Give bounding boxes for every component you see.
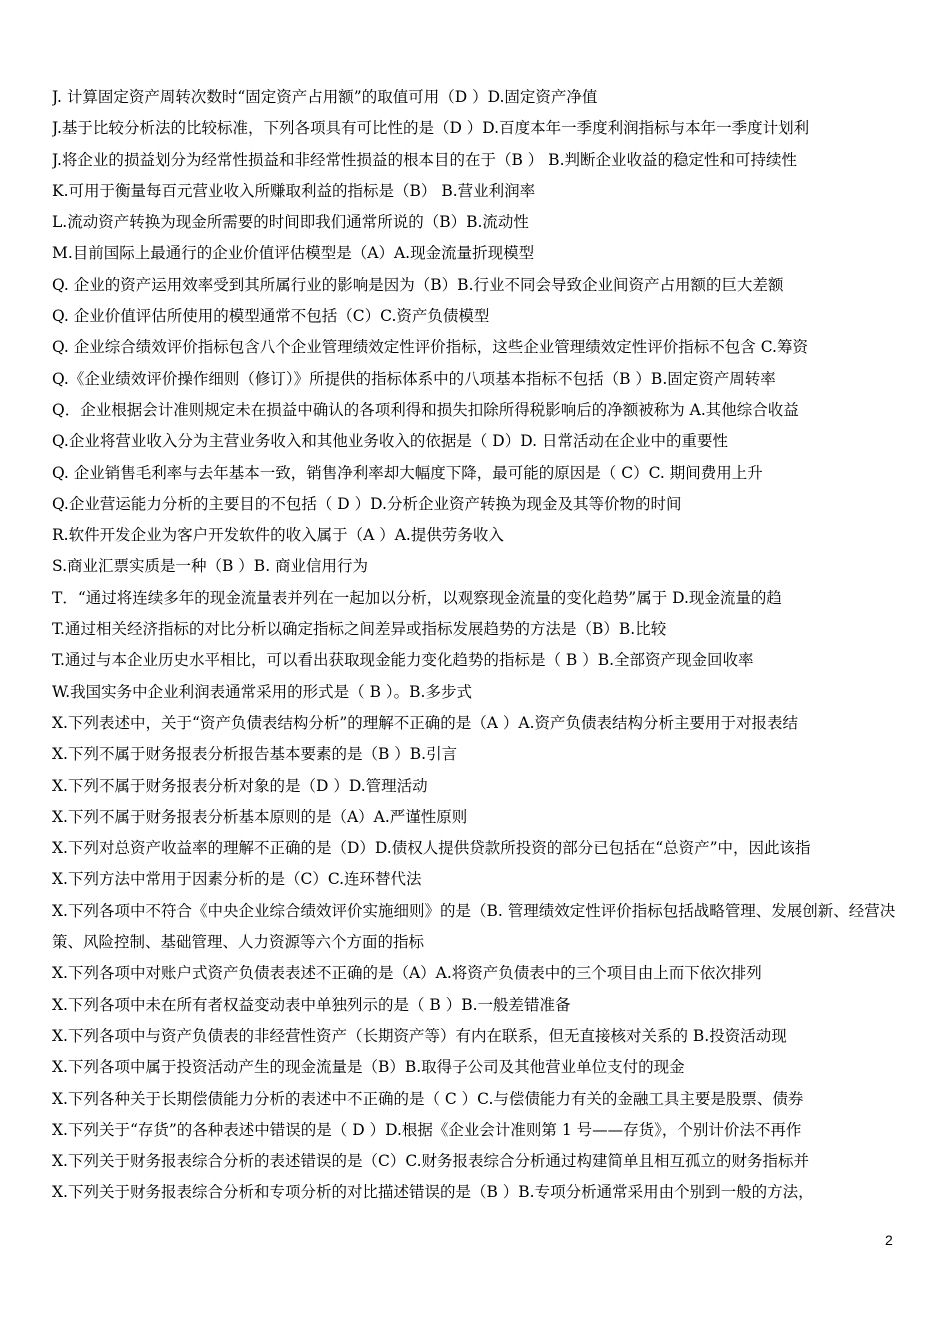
question-line: X.下列不属于财务报表分析报告基本要素的是（B ）B.引言 bbox=[52, 745, 458, 764]
question-line: X.下列关于财务报表综合分析的表述错误的是（C）C.财务报表综合分析通过构建简单且相互孤立的财务指标并 bbox=[52, 1152, 810, 1171]
question-line: X.下列各项中属于投资活动产生的现金流量是（B）B.取得子公司及其他营业单位支付的现金 bbox=[52, 1058, 685, 1077]
question-line: J.将企业的损益划分为经常性损益和非经常性损益的根本目的在于（B ） B.判断企业收益的稳定性和可持续性 bbox=[52, 150, 798, 169]
question-line: X.下列对总资产收益率的理解不正确的是（D）D.债权人提供贷款所投资的部分已包括在“总资产”中，因此该指 bbox=[52, 839, 811, 858]
question-line: Q.企业将营业收入分为主营业务收入和其他业务收入的依据是（ D）D. 日常活动在企业中的重要性 bbox=[52, 432, 728, 451]
question-line: L.流动资产转换为现金所需要的时间即我们通常所说的（B）B.流动性 bbox=[52, 213, 529, 232]
question-line: Q.企业营运能力分析的主要目的不包括（ D ）D.分析企业资产转换为现金及其等价物的时间 bbox=[52, 494, 682, 513]
question-line: X.下列不属于财务报表分析基本原则的是（A）A.严谨性原则 bbox=[52, 807, 468, 826]
question-line: T．“通过将连续多年的现金流量表并列在一起加以分析，以观察现金流量的变化趋势”属于 D.现金流量的趋 bbox=[52, 588, 782, 607]
question-line: W.我国实务中企业利润表通常采用的形式是（ B ）。B.多步式 bbox=[52, 682, 472, 701]
question-line: X.下列各项中不符合《中央企业综合绩效评价实施细则》的是（B. 管理绩效定性评价指标包括战略管理、发展创新、经营决策、风险控制、基础管理、人力资源等六个方面的指标 bbox=[52, 901, 896, 952]
question-line: X.下列各种关于长期偿债能力分析的表述中不正确的是（ C ）C.与偿债能力有关的金融工具主要是股票、债券 bbox=[52, 1089, 804, 1108]
question-line: X.下列关于“存货”的各种表述中错误的是（ D ）D.根据《企业会计准则第 1 号——存货》，个别计价法不再作 bbox=[52, 1120, 802, 1139]
question-line: S.商业汇票实质是一种（B ）B. 商业信用行为 bbox=[52, 557, 369, 576]
question-line: J. 计算固定资产周转次数时“固定资产占用额”的取值可用（D ）D.固定资产净值 bbox=[52, 88, 598, 106]
question-line: Q. 企业价值评估所使用的模型通常不包括（C）C.资产负债模型 bbox=[52, 307, 490, 326]
question-line: Q. 企业销售毛利率与去年基本一致，销售净利率却大幅度下降，最可能的原因是（ C）C. 期间费用上升 bbox=[52, 463, 763, 482]
question-line: Q.《企业绩效评价操作细则（修订）》所提供的指标体系中的八项基本指标不包括（B ）B.固定资产周转率 bbox=[52, 369, 776, 388]
question-line: X.下列方法中常用于因素分析的是（C）C.连环替代法 bbox=[52, 870, 422, 889]
question-line: J.基于比较分析法的比较标准，下列各项具有可比性的是（D ）D.百度本年一季度利润指标与本年一季度计划利 bbox=[52, 119, 810, 138]
page-number: 2 bbox=[885, 1232, 893, 1248]
question-line: T.通过与本企业历史水平相比，可以看出获取现金能力变化趋势的指标是（ B ）B.全部资产现金回收率 bbox=[52, 651, 754, 670]
question-line: Q．企业根据会计准则规定未在损益中确认的各项利得和损失扣除所得税影响后的净额被称为 A.其他综合收益 bbox=[52, 400, 799, 419]
question-line: R.软件开发企业为客户开发软件的收入属于（A ）A.提供劳务收入 bbox=[52, 526, 504, 545]
question-line: K.可用于衡量每百元营业收入所赚取利益的指标是（B） B.营业利润率 bbox=[52, 181, 536, 200]
question-line: X.下列表述中，关于“资产负债表结构分析”的理解不正确的是（A ）A.资产负债表结构分析主要用于对报表结 bbox=[52, 713, 799, 732]
question-line: X.下列各项中与资产负债表的非经营性资产（长期资产等）有内在联系，但无直接核对关系的 B.投资活动现 bbox=[52, 1026, 787, 1045]
question-line: T.通过相关经济指标的对比分析以确定指标之间差异或指标发展趋势的方法是（B）B.比较 bbox=[52, 620, 667, 639]
question-line: Q. 企业的资产运用效率受到其所属行业的影响是因为（B）B.行业不同会导致企业间资产占用额的巨大差额 bbox=[52, 275, 784, 294]
question-list bbox=[52, 82, 912, 1209]
question-line: M.目前国际上最通行的企业价值评估模型是（A）A.现金流量折现模型 bbox=[52, 244, 535, 263]
question-line: X.下列不属于财务报表分析对象的是（D ）D.管理活动 bbox=[52, 776, 428, 795]
question-line: X.下列各项中未在所有者权益变动表中单独列示的是（ B ）B.一般差错准备 bbox=[52, 995, 571, 1014]
question-line: X.下列关于财务报表综合分析和专项分析的对比描述错误的是（B ）B.专项分析通常采用由个别到一般的方法， bbox=[52, 1183, 814, 1202]
question-line: Q. 企业综合绩效评价指标包含八个企业管理绩效定性评价指标，这些企业管理绩效定性评价指标不包含 C.筹资 bbox=[52, 338, 808, 357]
question-line: X.下列各项中对账户式资产负债表表述不正确的是（A）A.将资产负债表中的三个项目由上而下依次排列 bbox=[52, 964, 762, 983]
